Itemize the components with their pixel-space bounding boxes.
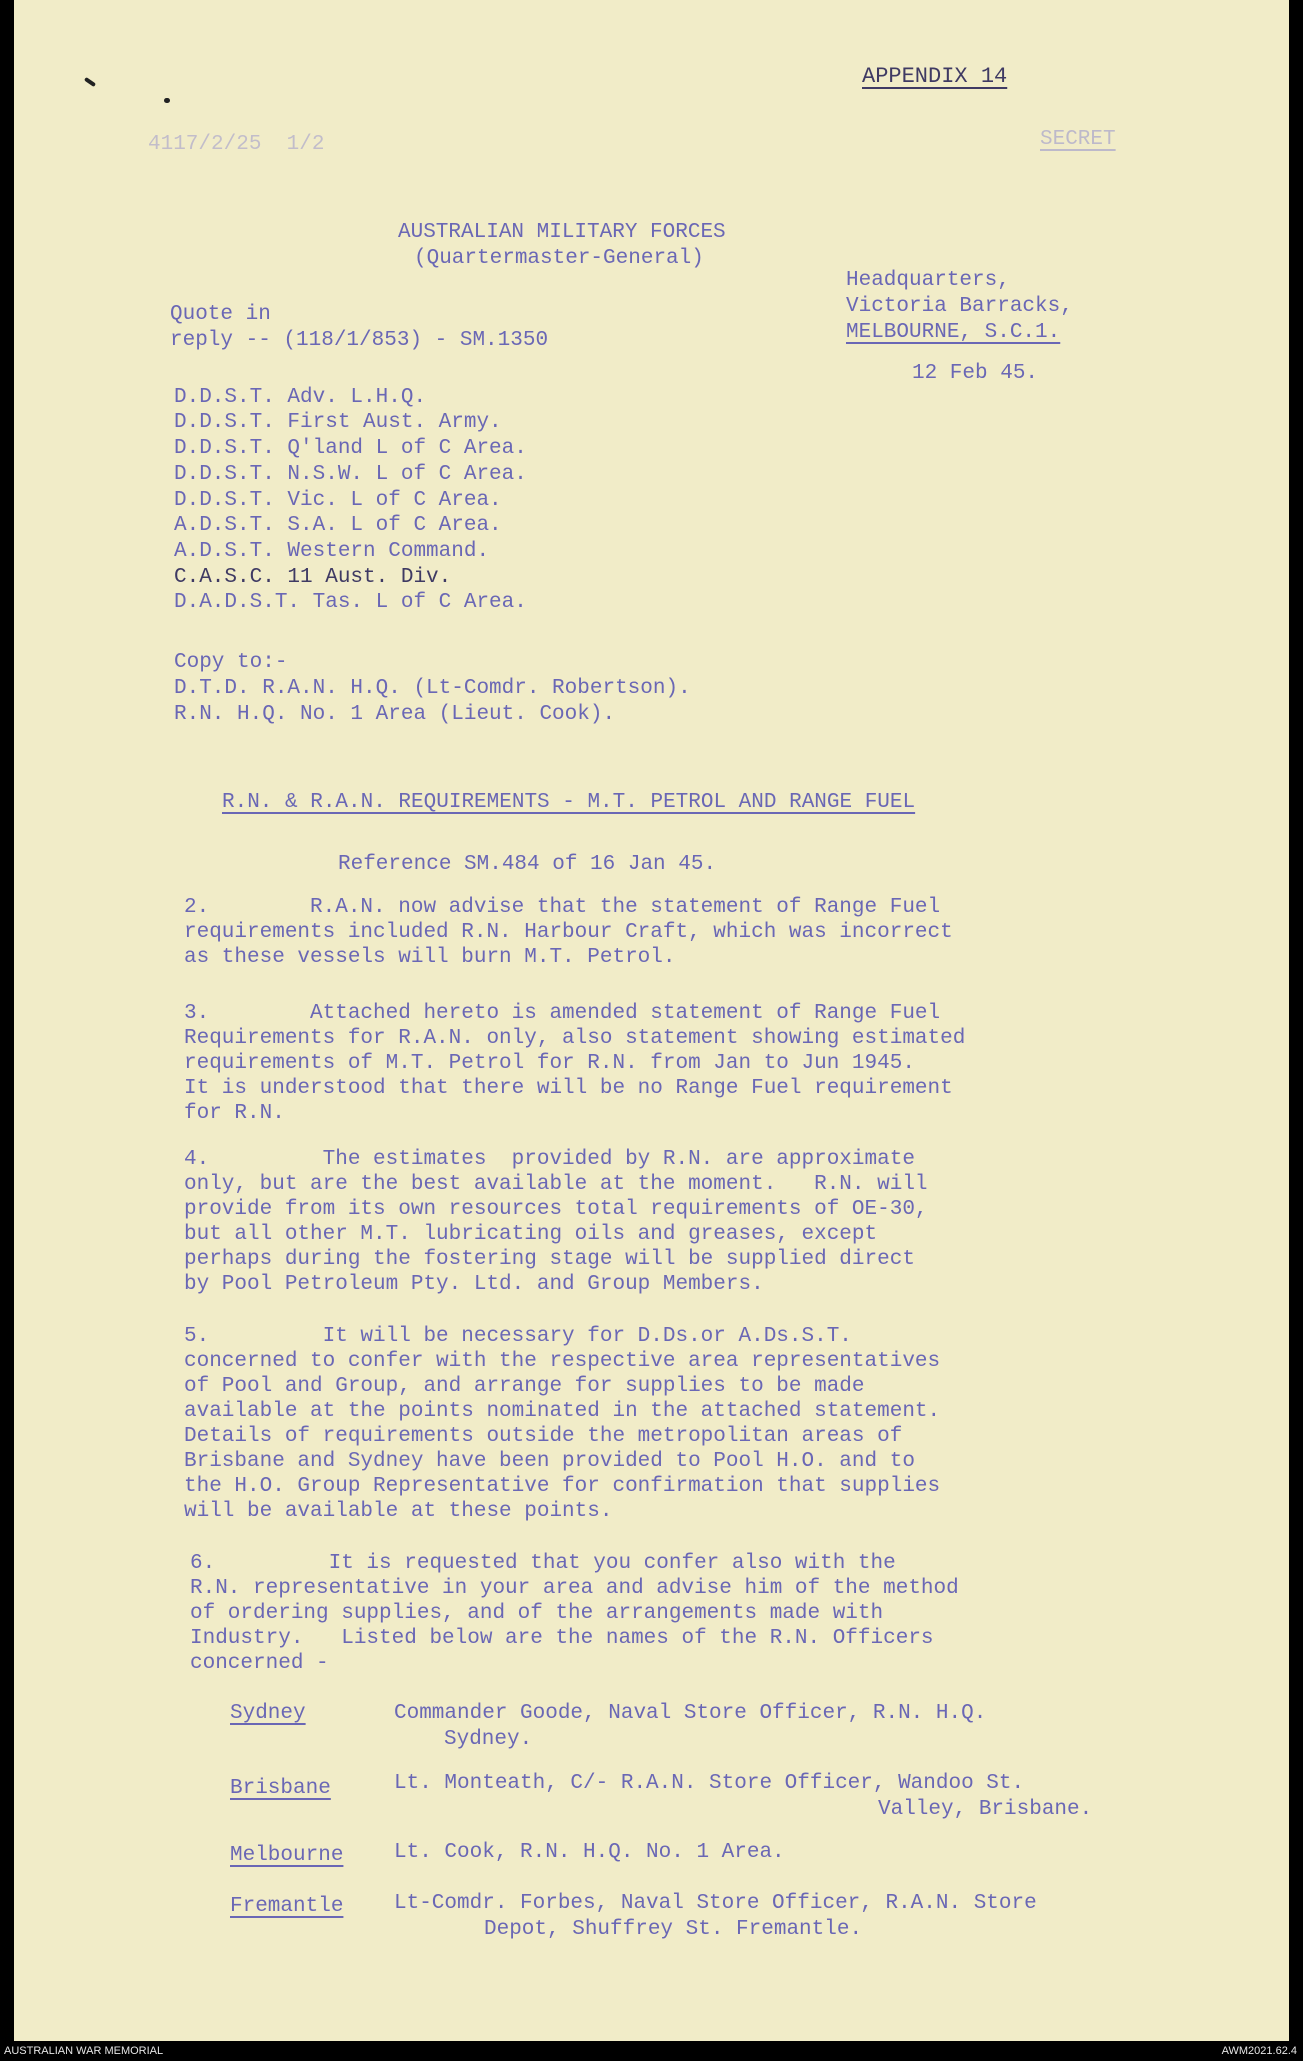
document-page bbox=[14, 0, 1289, 2041]
classification-stamp: SECRET bbox=[1040, 128, 1116, 151]
paragraph-6-line: of ordering supplies, and of the arrangements made with bbox=[190, 1602, 884, 1625]
file-reference: 4117/2/25 1/2 bbox=[148, 133, 325, 156]
quote-line-2: reply -- (118/1/853) - SM.1350 bbox=[170, 329, 549, 352]
paragraph-4-line: but all other M.T. lubricating oils and greases, except bbox=[184, 1223, 878, 1246]
paragraph-5-line: Brisbane and Sydney have been provided to Pool H.O. and to bbox=[184, 1450, 915, 1473]
paragraph-6-line: concerned - bbox=[190, 1652, 329, 1675]
address-line-3: MELBOURNE, S.C.1. bbox=[846, 321, 1061, 344]
paragraph-3-line: It is understood that there will be no Range Fuel requirement bbox=[184, 1077, 953, 1100]
paragraph-5-line: concerned to confer with the respective area representatives bbox=[184, 1350, 941, 1373]
paragraph-2-line: requirements included R.N. Harbour Craft, which was incorrect bbox=[184, 921, 953, 944]
recipient-line: A.D.S.T. Western Command. bbox=[174, 540, 490, 563]
officer-place: Sydney bbox=[230, 1702, 306, 1725]
letter-date: 12 Feb 45. bbox=[912, 362, 1039, 385]
copy-to-line: R.N. H.Q. No. 1 Area (Lieut. Cook). bbox=[174, 703, 616, 726]
officer-detail: Lt-Comdr. Forbes, Naval Store Officer, R.A.N. Store bbox=[394, 1892, 1037, 1915]
recipient-line: D.D.S.T. Adv. L.H.Q. bbox=[174, 386, 427, 409]
paragraph-3-line: 3. Attached hereto is amended statement of Range Fuel bbox=[184, 1002, 941, 1025]
paragraph-5-line: Details of requirements outside the metropolitan areas of bbox=[184, 1425, 903, 1448]
paragraph-2-line: 2. R.A.N. now advise that the statement of Range Fuel bbox=[184, 896, 941, 919]
recipient-line: D.D.S.T. N.S.W. L of C Area. bbox=[174, 463, 527, 486]
officer-place: Melbourne bbox=[230, 1844, 344, 1867]
recipient-line: D.D.S.T. First Aust. Army. bbox=[174, 411, 502, 434]
officer-detail: Lt. Monteath, C/- R.A.N. Store Officer, Wandoo St. bbox=[394, 1772, 1025, 1795]
paragraph-4-line: 4. The estimates provided by R.N. are approximate bbox=[184, 1148, 915, 1171]
recipient-line: A.D.S.T. S.A. L of C Area. bbox=[174, 514, 502, 537]
paragraph-6-line: Industry. Listed below are the names of the R.N. Officers bbox=[190, 1627, 934, 1650]
paragraph-5-line: the H.O. Group Representative for confirmation that supplies bbox=[184, 1475, 941, 1498]
officer-detail: Commander Goode, Naval Store Officer, R.N. H.Q. bbox=[394, 1702, 987, 1725]
org-branch: (Quartermaster-General) bbox=[414, 247, 704, 270]
recipient-line: C.A.S.C. 11 Aust. Div. bbox=[174, 566, 452, 589]
address-line-2: Victoria Barracks, bbox=[846, 295, 1073, 318]
paragraph-2-line: as these vessels will burn M.T. Petrol. bbox=[184, 946, 676, 969]
paragraph-5-line: will be available at these points. bbox=[184, 1500, 613, 1523]
appendix-label: APPENDIX 14 bbox=[862, 64, 1008, 89]
paragraph-3-line: for R.N. bbox=[184, 1102, 285, 1125]
paragraph-3-line: requirements of M.T. Petrol for R.N. from Jan to Jun 1945. bbox=[184, 1052, 915, 1075]
officer-detail: Lt. Cook, R.N. H.Q. No. 1 Area. bbox=[394, 1841, 785, 1864]
paragraph-6-line: R.N. representative in your area and advise him of the method bbox=[190, 1577, 959, 1600]
recipient-line: D.D.S.T. Vic. L of C Area. bbox=[174, 489, 502, 512]
paragraph-4-line: provide from its own resources total requirements of OE-30, bbox=[184, 1198, 928, 1221]
officer-detail: Valley, Brisbane. bbox=[878, 1798, 1093, 1821]
ink-mark bbox=[164, 98, 170, 103]
paragraph-3-line: Requirements for R.A.N. only, also statement showing estimated bbox=[184, 1027, 966, 1050]
paragraph-6-line: 6. It is requested that you confer also with the bbox=[190, 1552, 896, 1575]
footer-accession: AWM2021.62.4 bbox=[1221, 2045, 1297, 2057]
officer-detail: Sydney. bbox=[444, 1728, 533, 1751]
org-title: AUSTRALIAN MILITARY FORCES bbox=[398, 221, 726, 244]
paragraph-4-line: perhaps during the fostering stage will be supplied direct bbox=[184, 1248, 915, 1271]
paragraph-5-line: available at the points nominated in the attached statement. bbox=[184, 1400, 941, 1423]
footer-credit: AUSTRALIAN WAR MEMORIAL bbox=[4, 2045, 164, 2057]
quote-line-1: Quote in bbox=[170, 303, 271, 326]
recipient-line: D.D.S.T. Q'land L of C Area. bbox=[174, 437, 527, 460]
officer-place: Brisbane bbox=[230, 1777, 331, 1800]
paragraph-5-line: 5. It will be necessary for D.Ds.or A.Ds.S.T. bbox=[184, 1325, 852, 1348]
ink-mark bbox=[84, 77, 96, 87]
paragraph-5-line: of Pool and Group, and arrange for supplies to be made bbox=[184, 1375, 865, 1398]
copy-to-line: D.T.D. R.A.N. H.Q. (Lt-Comdr. Robertson). bbox=[174, 677, 691, 700]
address-line-1: Headquarters, bbox=[846, 269, 1010, 292]
recipient-line: D.A.D.S.T. Tas. L of C Area. bbox=[174, 591, 527, 614]
officer-detail: Depot, Shuffrey St. Fremantle. bbox=[484, 1918, 863, 1941]
paragraph-4-line: by Pool Petroleum Pty. Ltd. and Group Members. bbox=[184, 1273, 764, 1296]
officer-place: Fremantle bbox=[230, 1895, 344, 1918]
paragraph-4-line: only, but are the best available at the moment. R.N. will bbox=[184, 1173, 928, 1196]
subject-heading: R.N. & R.A.N. REQUIREMENTS - M.T. PETROL AND RANGE FUEL bbox=[222, 791, 916, 814]
reference-line: Reference SM.484 of 16 Jan 45. bbox=[338, 853, 717, 876]
footer-bar bbox=[0, 2043, 1303, 2061]
copy-to-label: Copy to:- bbox=[174, 651, 288, 674]
